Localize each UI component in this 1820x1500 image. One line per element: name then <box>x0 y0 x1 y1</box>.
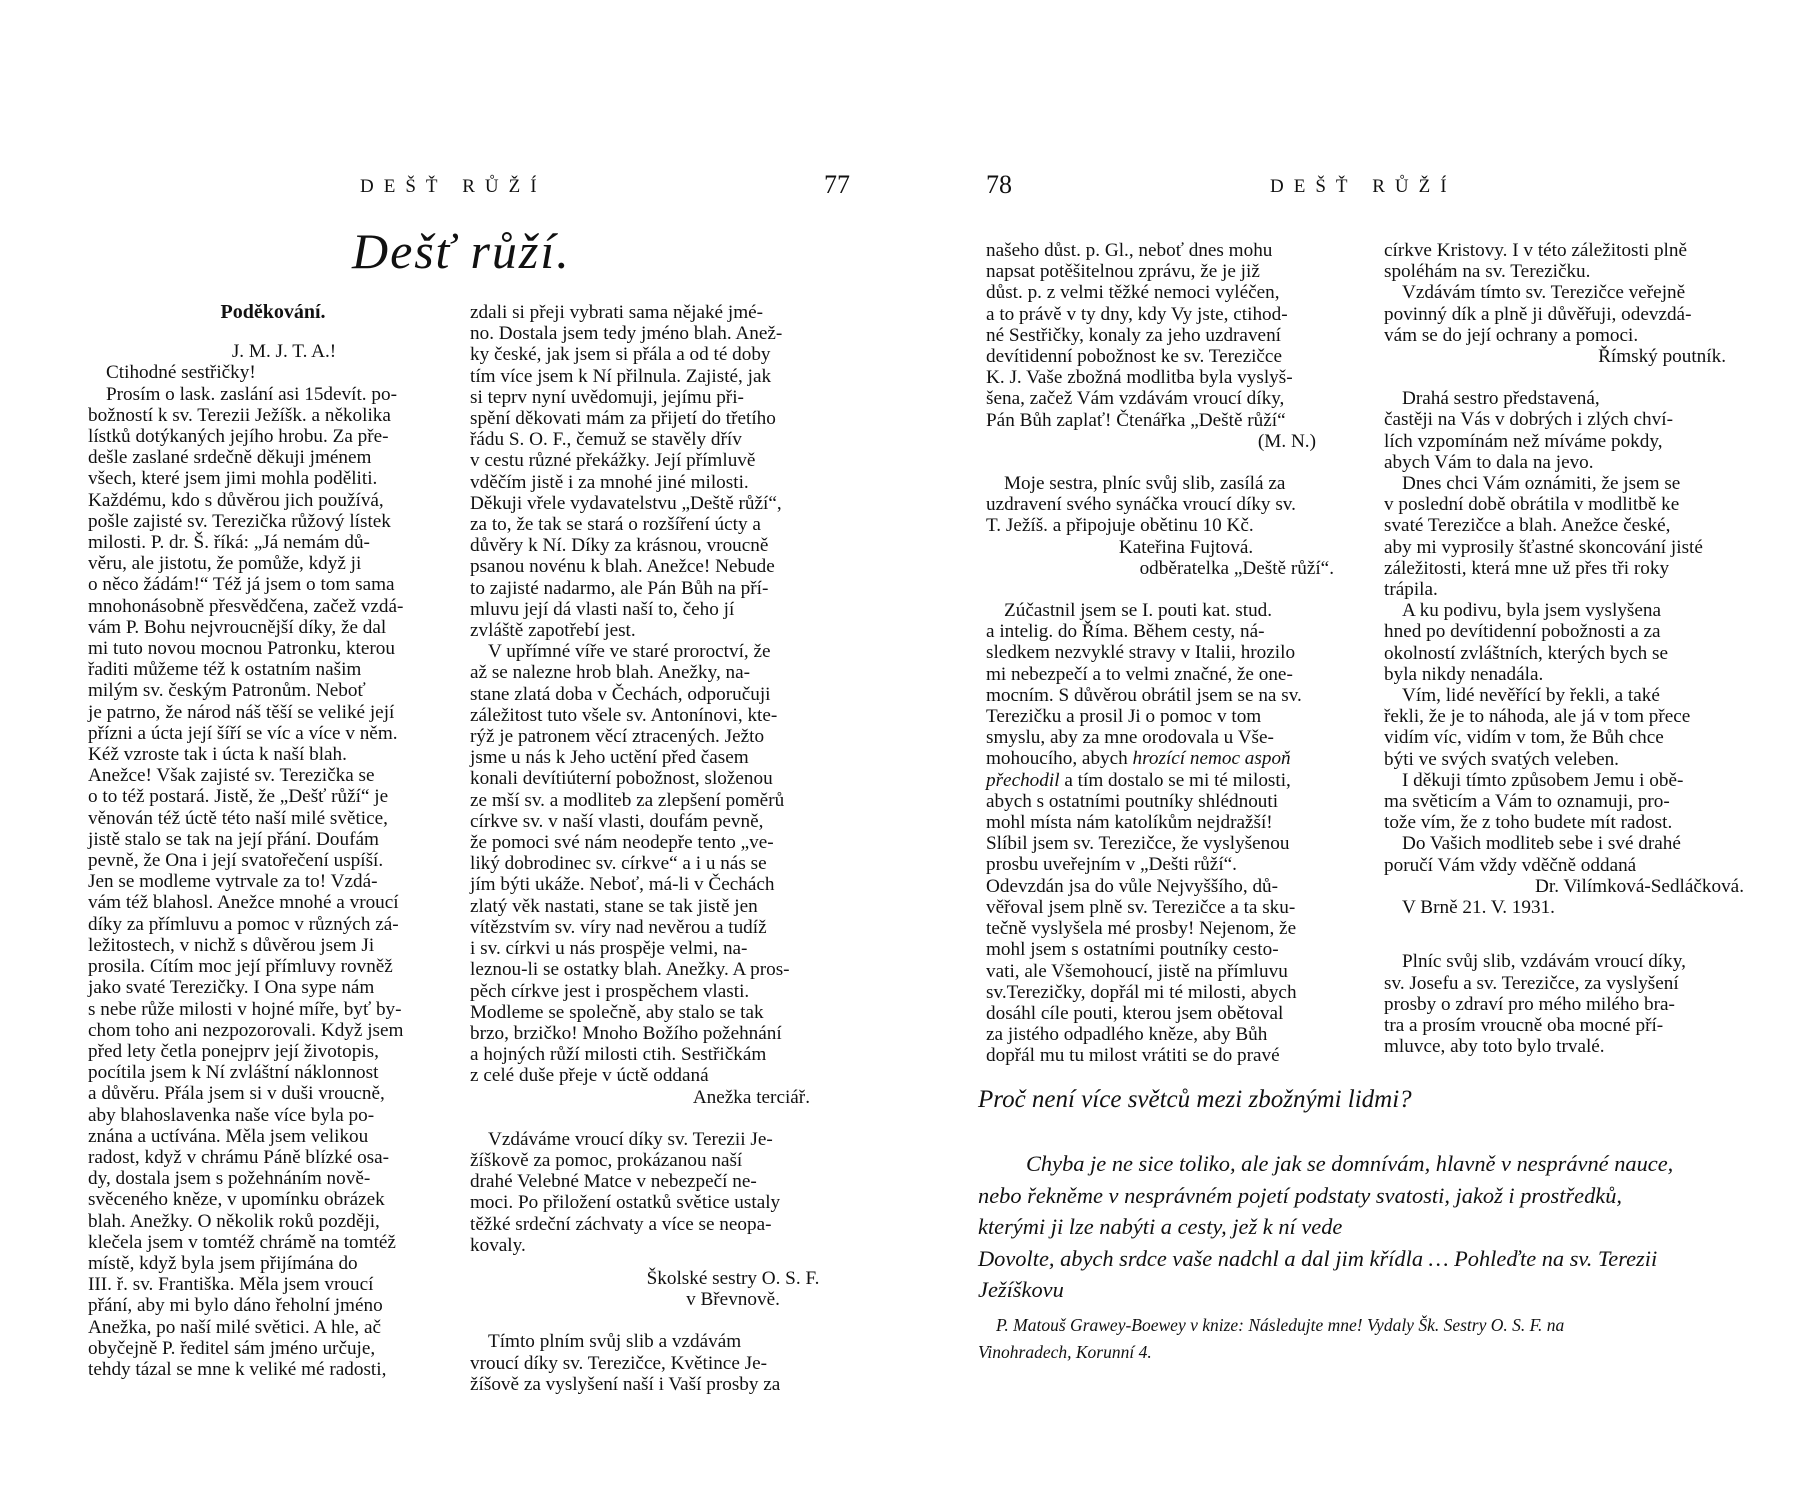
letter-paragraph: A ku podivu, byla jsem vyslyšena hned po devítidenní pobožnosti a za okolností zvláštních, kterých bych se byla nikdy nenadála. <box>1384 600 1669 685</box>
left-column-1 <box>88 302 440 1380</box>
letter-paragraph: Prosím o lask. zaslání asi 15devít. po- božností k sv. Terezii Ježíšk. a několika lístků dotýkaných jejího hrobu. Za pře- dešle zaslané srdečně děkuji jménem všech, které jsem jimi mohla poděliti. Každému, kdo s důvěrou jich používá, pošle zajisté sv. Terezička růžový lístek milosti. P. dr. Š. říká: „Já nemám dů- věru, ale jistotu, že pomůže, když ji o něco žádám!“ Též já jsem o tom sama mnohonásobně přesvědčena, začež vzdá- vám P. Bohu nejvroucnější díky, že dal mi tuto novou mocnou Patronku, kterou řaditi můžeme též k ostatním našim milým sv. českým Patronům. Neboť je patrno, že národ náš těší se veliké její přízni a úcta její šíří se víc a více v něm. Kéž vzroste tak i úcta k naší blah. Anežce! Však zajisté sv. Terezička se o to též postará. Jistě, že „Dešť růží“ je věnován též úctě této naší milé světice, jistě stalo se tak na její přání. Doufám pevně, že Ona i její svatořečení uspíší. Jen se modleme vytrvale za to! Vzdá- vám též blahosl. Anežce mnohé a vroucí díky za přímluvu a pomoc v různých zá- ležitostech, v nichž s důvěrou jsem Ji prosila. Cítím moc její přímluvy rovněž jako svaté Terezičky. I Ona sype nám s nebe růže milosti v hojné míře, byť by- chom toho ani nezpozorovali. Když jsem před lety četla ponejprv její životopis, pocítila jsem k Ní zvláštní náklonnost a důvěru. Přála jsem si v duši vroucně, aby blahoslavenka naše více byla po- znána a uctívána. Měla jsem velikou radost, když v chrámu Páně blízké osa- dy, dostala jsem s požehnáním nově- svěceného kněze, v upomínku obrázek blah. Anežky. O několik roků později, klečela jsem v tomtéž chrámě na tomtéž místě, když byla jsem přijímána do III. ř. sv. Františka. Měla jsem vroucí přání, aby mi bylo dáno řeholní jméno Anežka, po naší milé světici. A hle, ač obyčejně P. ředitel sám jméno určuje, tehdy tázal se mne k veliké mé radosti, <box>88 383 404 1380</box>
section-heading: Poděkování. <box>220 301 326 323</box>
signature: odběratelka „Deště růží“. <box>1139 557 1334 579</box>
letter-paragraph: V upřímné víře ve staré proroctví, že až se nalezne hrob blah. Anežky, na- stane zlatá doba v Čechách, odporučuji záležitost tuto všele sv. Antonínovi, kte- rýž je patronem věcí ztracených. Ježto jsme u nás k Jeho uctění před časem konali devítiúterní pobožnost, složenou ze mší sv. a modliteb za zlepšení poměrů církve sv. v naší vlasti, doufám pevně, že pomoci své nám neodepře tento „ve- liký dobrodinec sv. církve“ a i u nás se jím býti ukáže. Neboť, má-li v Čechách zlatý věk nastati, stane se tak jistě jen vítězstvím sv. víry nad nevěrou a tudíž i sv. církvi u nás prospěje velmi, na- leznou-li se ostatky blah. Anežky. A pros- pěch církve jest i prospěchem vlasti. Modleme se společně, aby stalo se tak brzo, brzičko! Mnoho Božího požehnání a hojných růží milosti ctih. Sestřičkám z celé duše přeje v úctě oddaná <box>470 641 790 1087</box>
letter-paragraph: církve Kristovy. I v této záležitosti plně spoléhám na sv. Terezičku. <box>1384 240 1687 283</box>
signature: Kateřina Fujtová. <box>1118 536 1254 558</box>
article-source: P. Matouš Grawey-Boewey v knize: Následujte mne! Vydaly Šk. Sestry O. S. F. na Vinohradech, Korunní 4. <box>978 1315 1565 1362</box>
right-column-2 <box>1384 240 1756 1057</box>
letter-paragraph: Vím, lidé nevěřící by řekli, a také řekli, že je to náhoda, ale já v tom přece vidím víc, vidím v tom, že Bůh chce býti ve svých svatých veleben. <box>1384 685 1691 770</box>
letter-paragraph: Plníc svůj slib, vzdávám vroucí díky, sv. Josefu a sv. Terezičce, za vyslyšení prosby o zdraví pro mého milého bra- tra a prosím vroucně oba mocné pří- mluvce, aby toto bylo trvalé. <box>1384 951 1686 1058</box>
signature: Římský poutník. <box>1598 346 1726 368</box>
letter-paragraph: Zúčastnil jsem se I. pouti kat. stud. a intelig. do Říma. Během cesty, ná- sledkem nezvyklé stravy v Italii, hrozilo mi nebezpečí a to velmi značné, že one- mocním. S důvěrou obrátil jsem se na sv. Terezičku a prosil Ji o pomoc v tom smyslu, aby za mne orodovala u Vše- mohoucího, abych hrozící nemoc aspoň přechodil a tím dostalo se mi té milosti, abych s ostatními poutníky shlédnouti mohl místa nám katolíkům nejdražší! Slíbil jsem sv. Terezičce, že vyslyšenou prosbu uveřejním v „Dešti růží“. Odevzdán jsa do vůle Nejvyššího, dů- věřoval jsem plně sv. Terezičce a ta sku- tečně vyslyšela mé prosby! Nejenom, že mohl jsem s ostatními poutníky cesto- vati, ale Všemohoucí, jistě na přímluvu sv.Terezičky, dopřál mi té milosti, abych dosáhl cíle pouti, kterou jsem obětoval za jistého odpadlého kněze, aby Bůh dopřál mu tu milost vrátiti se do pravé <box>986 600 1302 1067</box>
letter-paragraph: Tímto plním svůj slib a vzdávám vroucí díky sv. Terezičce, Květince Je- žíšově za vyslyšení naší i Vaší prosby za <box>470 1331 781 1395</box>
article-body <box>978 1148 1798 1306</box>
letter-paragraph: Do Vašich modliteb sebe i své drahé poručí Vám vždy vděčně oddaná <box>1384 833 1681 876</box>
left-column-2 <box>470 302 846 1395</box>
address: Ctihodné sestřičky! <box>106 362 256 384</box>
letter-paragraph: Vzdávám tímto sv. Terezičce veřejně povinný dík a plně ji důvěřuji, odevzdá- vám se do její ochrany a pomoci. <box>1384 282 1692 346</box>
article-paragraph: Chyba je ne sice toliko, ale jak se domnívám, hlavně v nesprávné nauce, nebo řekněme v nesprávném pojetí podstaty svatosti, jakož i prostředků, kterými ji lze nabýti a cesty, jež k ní vede <box>978 1151 1674 1239</box>
letter-paragraph: zdali si přeji vybrati sama nějaké jmé- no. Dostala jsem tedy jméno blah. Anež- ky české, jak jsem si přála a od té doby tím více jsem k Ní přilnula. Zajisté, jak si teprv nyní uvědomuji, jejímu při- spění děkovati mám za přijetí do třetího řádu S. O. F., čemuž se stavěly dřív v cestu různé překážky. Její přímluvě vděčím jistě i za mnohé jiné milosti. Děkuji vřele vydavatelstvu „Deště růží“, za to, že tak se stará o rozšíření úcty a důvěry k Ní. Díky za krásnou, vroucně psanou novénu k blah. Anežce! Nebude to zajisté nadarmo, ale Pán Bůh na pří- mluvu její dá vlasti naší to, čeho jí zvláště zapotřebí jest. <box>470 302 783 642</box>
page-title: Dešť růží. <box>352 223 571 279</box>
salutation: J. M. J. T. A.! <box>231 341 337 363</box>
article-paragraph: Dovolte, abych srdce vaše nadchl a dal jim křídla … Pohleďte na sv. Terezii Ježíškovu <box>978 1245 1658 1302</box>
letter-paragraph: Vzdáváme vroucí díky sv. Terezii Je- žíškově za pomoc, prokázanou naší drahé Velebné Matce v nebezpečí ne- moci. Po přiložení ostatků světice ustaly těžké srdeční záchvaty a více se neopa- kovaly. <box>470 1128 781 1256</box>
emphasis: hrozící nemoc aspoň přechodil <box>986 748 1291 791</box>
signature: Anežka terciář. <box>692 1086 810 1108</box>
article-title: Proč není více světců mezi zbožnými lidmi? <box>978 1086 1412 1113</box>
page-number: 77 <box>824 170 850 199</box>
letter-paragraph: Drahá sestro představená, častěji na Vás v dobrých i zlých chví- lích vzpomínám než míváme pokdy, abych Vám to dala na jevo. <box>1384 388 1673 473</box>
running-head: DEŠŤ RŮŽÍ <box>360 176 547 197</box>
letter-paragraph: Moje sestra, plníc svůj slib, zasílá za uzdravení svého synáčka vroucí díky sv. T. Ježíš. a připojuje obětinu 10 Kč. <box>986 473 1296 537</box>
signature: Školské sestry O. S. F. v Břevnově. <box>646 1267 820 1311</box>
running-head: DEŠŤ RŮŽÍ <box>1270 176 1457 197</box>
signature: (M. N.) <box>1257 430 1316 452</box>
page-number: 78 <box>986 170 1012 199</box>
right-column-1 <box>986 240 1346 1067</box>
letter-paragraph: našeho důst. p. Gl., neboť dnes mohu napsat potěšitelnou zprávu, že je již důst. p. z velmi těžké nemoci vyléčen, a to právě v ty dny, kdy Vy jste, ctihod- né Sestřičky, konaly za jeho uzdravení devítidenní pobožnost ke sv. Terezičce K. J. Vaše zbožná modlitba byla vyslyš- šena, začež Vám vzdávám vroucí díky, Pán Bůh zaplať! Čtenářka „Deště růží“ <box>986 240 1293 431</box>
signature: Dr. Vilímková-Sedláčková. <box>1535 875 1744 897</box>
right-page <box>910 0 1820 1500</box>
place-date: V Brně 21. V. 1931. <box>1402 897 1555 919</box>
letter-paragraph: I děkuji tímto způsobem Jemu i obě- ma světicím a Vám to oznamuji, pro- tože vím, že z toho budete mít radost. <box>1384 769 1684 834</box>
letter-paragraph: Dnes chci Vám oznámiti, že jsem se v poslední době obrátila v modlitbě ke svaté Terezičce a blah. Anežce české, aby mi vyprosily šťastné skoncování jisté záležitosti, která mne už přes tři roky trápila. <box>1384 473 1703 601</box>
